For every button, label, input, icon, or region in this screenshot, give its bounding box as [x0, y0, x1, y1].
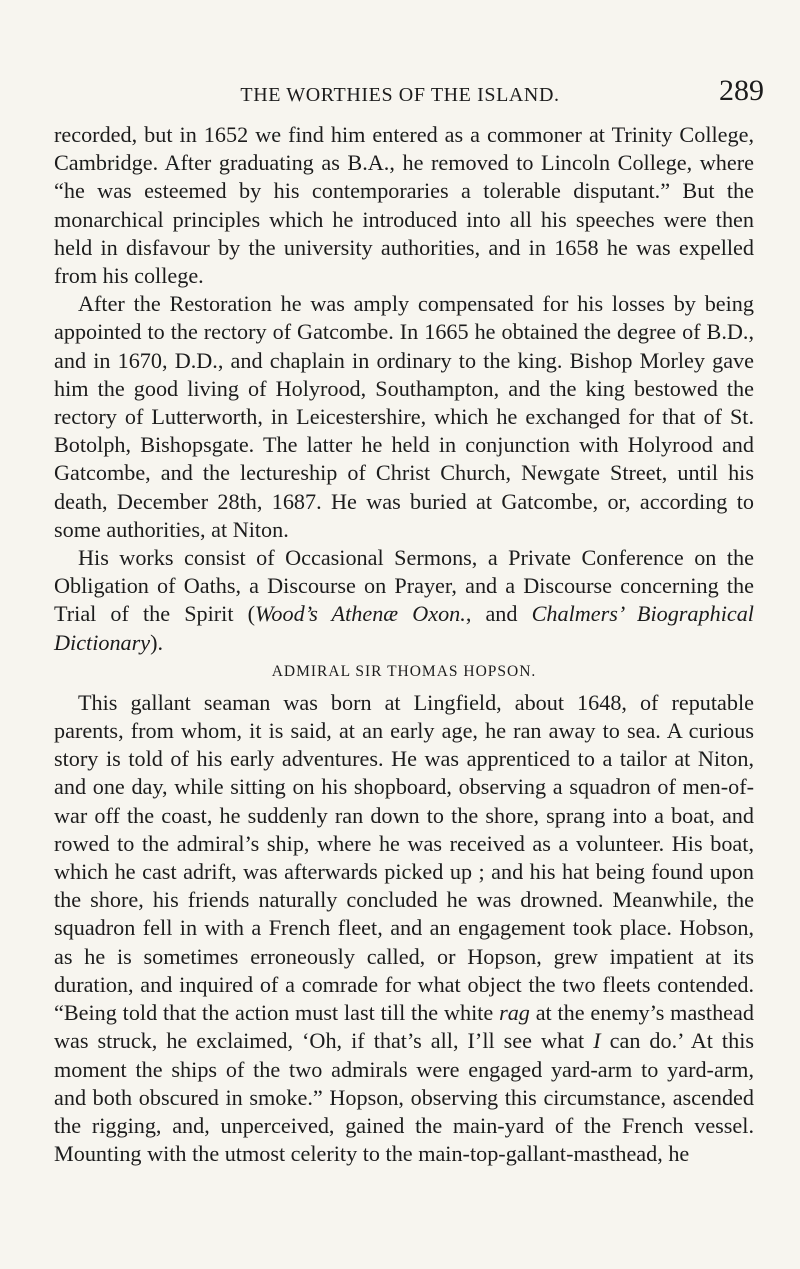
- citation-wood: Wood’s Athenæ Oxon.: [254, 601, 466, 627]
- emphasis-i: I: [593, 1028, 601, 1054]
- hopson-text: This gallant seaman was born at Lingfield, about 1648, of reputable parents, from whom, it is said, at an early age, he ran away to sea. A curious story is told of his early adventures. He was apprenticed to a tailor at Niton, and one day, while sitting on his shopboard, observing a squadron of men-of-war off the coast, he suddenly ran down to the shore, sprang into a boat, and rowed to the admiral’s ship, where he was received as a volunteer. His boat, which he cast adrift, was afterwards picked up ; and his hat being found upon the shore, his friends naturally concluded he was drowned. Meanwhile, the squadron fell in with a French fleet, and an engagement took place. Hobson, as he is sometimes erroneously called, or Hopson, grew impatient at its duration, and inquired of a comrade for what object the two fleets contended. “Being told that the action must last till the white: [54, 689, 754, 1026]
- works-connector: , and: [465, 601, 532, 627]
- paragraph-hopson: [54, 689, 754, 1168]
- paragraph-restoration: After the Restoration he was amply compensated for his losses by being appointed to the rectory of Gatcombe. In 1665 he obtained the degree of B.D., and in 1670, D.D., and chaplain in ordinary to the king. Bishop Morley gave him the good living of Holyrood, Southampton, and the king bestowed the rectory of Lutterworth, in Leicestershire, which he exchanged for that of St. Botolph, Bishopsgate. The latter he held in conjunction with Holyrood and Gatcombe, and the lectureship of Christ Church, Newgate Street, until his death, December 28th, 1687. He was buried at Gatcombe, or, according to some authorities, at Niton.: [54, 291, 754, 542]
- running-title: THE WORTHIES OF THE ISLAND.: [240, 84, 560, 106]
- running-head: [36, 74, 764, 114]
- section-heading: ADMIRAL SIR THOMAS HOPSON.: [271, 662, 537, 680]
- works-close: ).: [150, 629, 164, 655]
- hopson-text-2: at the enemy’s masthead was struck, he exclaimed, ‘Oh, if that’s all, I’ll see what: [54, 1000, 754, 1054]
- body-text: [54, 121, 754, 1168]
- works-text: His works consist of Occasional Sermons, a Private Conference on the Obligation of Oaths, a Discourse on Prayer, and a Discourse concerning the Trial of the Spirit (: [54, 545, 754, 627]
- citation-chalmers: Chalmers’ Biographical Dictionary: [54, 601, 754, 655]
- paragraph-works: [54, 544, 754, 657]
- emphasis-rag: rag: [499, 1000, 530, 1026]
- page-number: 289: [719, 74, 764, 107]
- paragraph-continuation: recorded, but in 1652 we find him entered as a commoner at Trinity College, Cambridge. After graduating as B.A., he removed to Lincoln College, where “he was esteemed by his contemporaries a tolerable disputant.” But the monarchical principles which he introduced into all his speeches were then held in disfavour by the university authorities, and in 1658 he was expelled from his college.: [54, 122, 754, 289]
- hopson-text-3: can do.’ At this moment the ships of the two admirals were engaged yard-arm to yard-arm, and both obscured in smoke.” Hopson, observing this circumstance, ascended the rigging, and, unperceived, gained the main-yard of the French vessel. Mounting with the utmost celerity to the main-top-gallant-masthead, he: [54, 1028, 754, 1167]
